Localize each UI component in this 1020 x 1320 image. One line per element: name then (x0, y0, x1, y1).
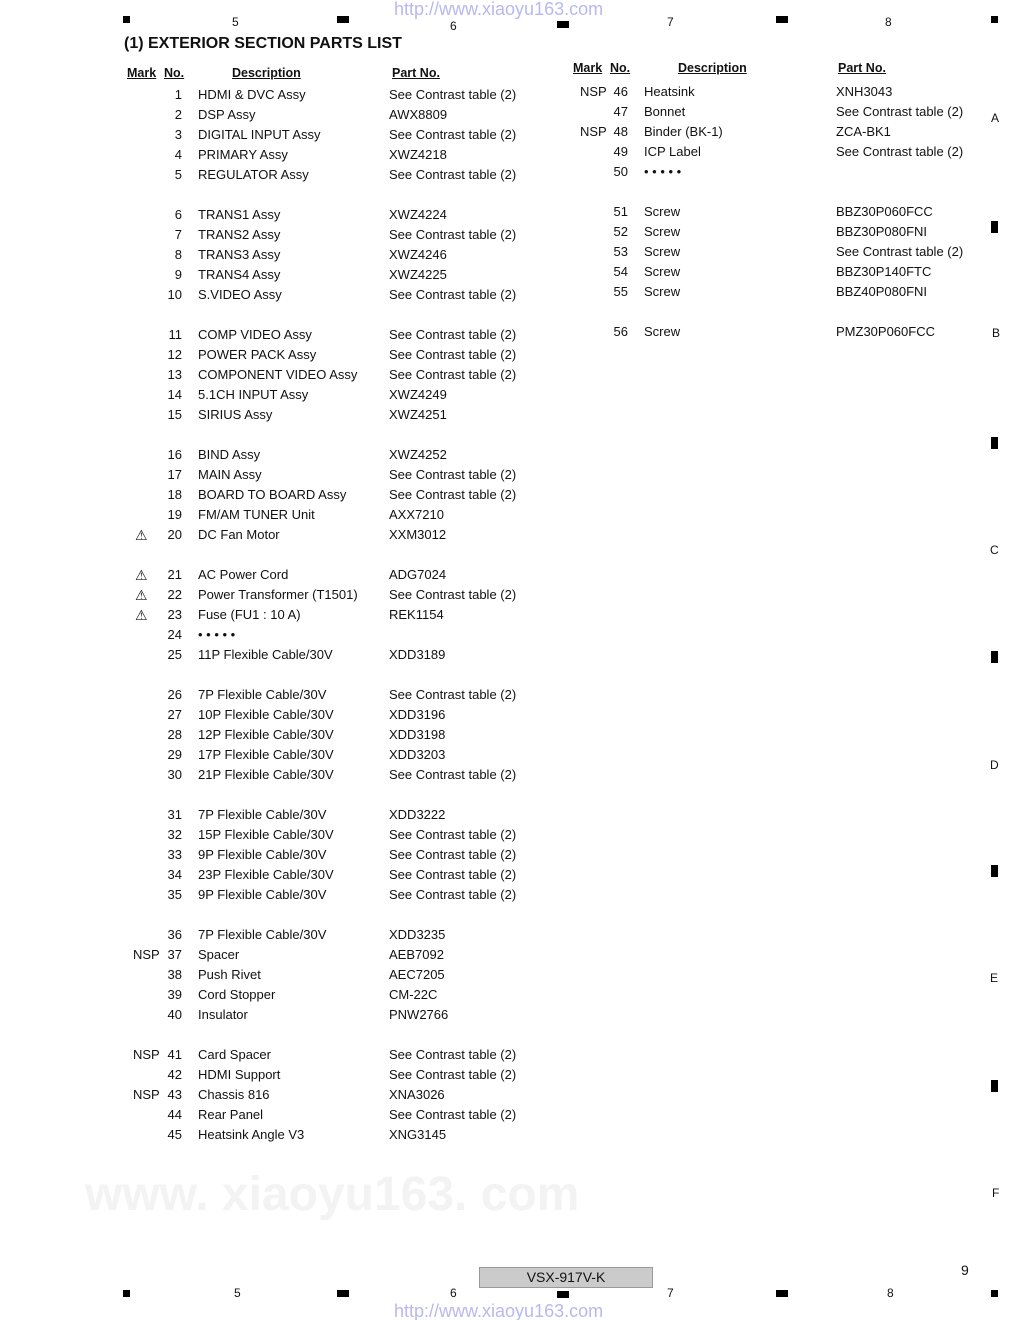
item-number: 41 (167, 1047, 182, 1062)
item-part-number: CM-22C (389, 987, 438, 1002)
item-description: 10P Flexible Cable/30V (198, 707, 334, 722)
item-part-number: See Contrast table (2) (389, 687, 517, 702)
registration-mark (123, 16, 130, 23)
item-part-number: ADG7024 (389, 567, 447, 582)
registration-mark (991, 1290, 998, 1297)
item-number: 16 (167, 447, 182, 462)
item-part-number: See Contrast table (2) (389, 127, 517, 142)
item-number: 7 (174, 227, 182, 242)
item-description: Screw (644, 284, 681, 299)
item-description: Screw (644, 204, 681, 219)
item-part-number: See Contrast table (2) (389, 367, 517, 382)
registration-mark (557, 21, 569, 28)
item-part-number: AEC7205 (389, 967, 445, 982)
item-part-number: BBZ40P080FNI (836, 284, 928, 299)
item-part-number: See Contrast table (2) (389, 487, 517, 502)
item-number: 45 (167, 1127, 182, 1142)
item-part-number: See Contrast table (2) (389, 1107, 517, 1122)
item-description: Cord Stopper (198, 987, 276, 1002)
footer-url[interactable]: http://www.xiaoyu163.com (394, 1301, 604, 1320)
item-description: DSP Assy (198, 107, 256, 122)
item-part-number: XDD3203 (389, 747, 446, 762)
item-description: Bonnet (644, 104, 686, 119)
item-part-number: XDD3222 (389, 807, 446, 822)
item-description: S.VIDEO Assy (198, 287, 282, 302)
header-part-no: Part No. (838, 61, 886, 75)
item-part-number: See Contrast table (2) (389, 467, 517, 482)
item-description: DC Fan Motor (198, 527, 280, 542)
mark-cell: NSP (580, 84, 607, 99)
item-number: 37 (167, 947, 182, 962)
item-part-number: See Contrast table (2) (389, 767, 517, 782)
item-description: Spacer (198, 947, 240, 962)
item-number: 35 (167, 887, 182, 902)
item-part-number: PMZ30P060FCC (836, 324, 935, 339)
registration-mark (991, 1080, 998, 1092)
item-description: Chassis 816 (198, 1087, 270, 1102)
item-description: HDMI Support (198, 1067, 281, 1082)
item-part-number: See Contrast table (2) (389, 887, 517, 902)
item-number: 25 (167, 647, 182, 662)
safety-warning-icon: ⚠ (135, 567, 148, 583)
item-number: 4 (174, 147, 182, 162)
mark-cell: NSP (133, 1087, 160, 1102)
header-mark: Mark (127, 66, 157, 80)
item-number: 17 (167, 467, 182, 482)
item-description: TRANS1 Assy (198, 207, 281, 222)
item-part-number: XNH3043 (836, 84, 893, 99)
item-part-number: XWZ4246 (389, 247, 447, 262)
item-description: Fuse (FU1 : 10 A) (198, 607, 301, 622)
item-part-number: XWZ4251 (389, 407, 447, 422)
safety-warning-icon: ⚠ (135, 587, 148, 603)
item-description: 12P Flexible Cable/30V (198, 727, 334, 742)
item-number: 32 (167, 827, 182, 842)
item-part-number: XWZ4249 (389, 387, 447, 402)
item-description: TRANS3 Assy (198, 247, 281, 262)
item-number: 1 (174, 87, 182, 102)
header-url[interactable]: http://www.xiaoyu163.com (394, 0, 604, 19)
model-label: VSX-917V-K (479, 1267, 653, 1288)
item-number: 28 (167, 727, 182, 742)
item-number: 46 (613, 84, 628, 99)
item-part-number: BBZ30P140FTC (836, 264, 932, 279)
item-description: TRANS2 Assy (198, 227, 281, 242)
item-description: BIND Assy (198, 447, 261, 462)
registration-mark (991, 651, 998, 663)
item-number: 31 (167, 807, 182, 822)
item-number: 42 (167, 1067, 182, 1082)
item-part-number: See Contrast table (2) (389, 867, 517, 882)
item-number: 44 (167, 1107, 182, 1122)
item-number: 53 (613, 244, 628, 259)
item-number: 3 (174, 127, 182, 142)
item-description: 7P Flexible Cable/30V (198, 687, 327, 702)
item-description: SIRIUS Assy (198, 407, 273, 422)
item-part-number: See Contrast table (2) (389, 327, 517, 342)
page-title: (1) EXTERIOR SECTION PARTS LIST (124, 35, 402, 52)
item-description: COMP VIDEO Assy (198, 327, 312, 342)
row-marker: D (990, 758, 999, 772)
item-part-number: XXM3012 (389, 527, 447, 542)
item-part-number: ZCA-BK1 (836, 124, 891, 139)
item-number: 18 (167, 487, 182, 502)
item-part-number: XWZ4218 (389, 147, 447, 162)
header-part-no: Part No. (392, 66, 440, 80)
item-description: BOARD TO BOARD Assy (198, 487, 347, 502)
item-number: 55 (613, 284, 628, 299)
safety-warning-icon: ⚠ (135, 607, 148, 623)
header-no: No. (610, 61, 631, 75)
item-number: 15 (167, 407, 182, 422)
item-number: 8 (174, 247, 182, 262)
item-number: 33 (167, 847, 182, 862)
item-number: 24 (167, 627, 182, 642)
item-description: Binder (BK-1) (644, 124, 723, 139)
row-marker: A (991, 111, 1000, 125)
item-part-number: See Contrast table (2) (389, 1067, 517, 1082)
item-description: 17P Flexible Cable/30V (198, 747, 334, 762)
item-part-number: XNA3026 (389, 1087, 445, 1102)
item-description: COMPONENT VIDEO Assy (198, 367, 358, 382)
item-part-number: REK1154 (389, 607, 444, 622)
item-part-number: AXX7210 (389, 507, 444, 522)
item-number: 21 (167, 567, 182, 582)
registration-mark (123, 1290, 130, 1297)
header-description: Description (232, 66, 301, 80)
item-number: 6 (174, 207, 182, 222)
registration-mark (991, 865, 998, 877)
item-number: 54 (613, 264, 628, 279)
item-description: Card Spacer (198, 1047, 271, 1062)
item-description: HDMI & DVC Assy (198, 87, 306, 102)
item-description: Push Rivet (198, 967, 261, 982)
item-part-number: See Contrast table (2) (389, 167, 517, 182)
item-description: TRANS4 Assy (198, 267, 281, 282)
item-number: 30 (167, 767, 182, 782)
item-part-number: BBZ30P060FCC (836, 204, 933, 219)
row-marker: F (992, 1186, 1000, 1200)
item-description: Screw (644, 224, 681, 239)
item-number: 2 (174, 107, 182, 122)
item-description: 5.1CH INPUT Assy (198, 387, 309, 402)
mark-cell: NSP (133, 947, 160, 962)
item-description: 9P Flexible Cable/30V (198, 847, 327, 862)
item-part-number: See Contrast table (2) (389, 287, 517, 302)
registration-mark (991, 437, 998, 449)
mark-cell: NSP (580, 124, 607, 139)
item-description: 21P Flexible Cable/30V (198, 767, 334, 782)
item-description: FM/AM TUNER Unit (198, 507, 315, 522)
item-number: 36 (167, 927, 182, 942)
column-marker: 5 (232, 15, 239, 29)
item-part-number: See Contrast table (2) (389, 847, 517, 862)
row-marker: E (990, 971, 999, 985)
item-part-number: See Contrast table (2) (389, 827, 517, 842)
item-description: PRIMARY Assy (198, 147, 288, 162)
item-number: 38 (167, 967, 182, 982)
item-part-number: See Contrast table (2) (389, 227, 517, 242)
item-number: 11 (168, 327, 182, 342)
item-number: 50 (613, 164, 628, 179)
item-part-number: See Contrast table (2) (389, 1047, 517, 1062)
item-description: 7P Flexible Cable/30V (198, 927, 327, 942)
item-part-number: XWZ4252 (389, 447, 447, 462)
item-description: ICP Label (644, 144, 701, 159)
item-description: Screw (644, 244, 681, 259)
item-description: Insulator (198, 1007, 248, 1022)
column-marker: 8 (887, 1286, 894, 1300)
item-part-number: AWX8809 (389, 107, 448, 122)
column-marker: 7 (667, 1286, 674, 1300)
mark-cell: NSP (133, 1047, 160, 1062)
item-number: 43 (167, 1087, 182, 1102)
header-description: Description (678, 61, 747, 75)
item-number: 52 (613, 224, 628, 239)
row-marker: C (990, 543, 999, 557)
item-part-number: AEB7092 (389, 947, 444, 962)
item-number: 13 (167, 367, 182, 382)
item-number: 20 (167, 527, 182, 542)
item-description: 23P Flexible Cable/30V (198, 867, 334, 882)
item-number: 9 (174, 267, 182, 282)
registration-mark (557, 1291, 569, 1298)
watermark: www. xiaoyu163. com (85, 1168, 580, 1221)
registration-mark (776, 1290, 788, 1297)
item-description: • • • • • (644, 164, 682, 179)
item-number: 10 (167, 287, 182, 302)
registration-mark (776, 16, 788, 23)
header-mark: Mark (573, 61, 603, 75)
item-number: 49 (613, 144, 628, 159)
item-description: Screw (644, 324, 681, 339)
safety-warning-icon: ⚠ (135, 527, 148, 543)
row-marker: B (992, 326, 1001, 340)
item-number: 51 (613, 204, 628, 219)
item-part-number: XDD3189 (389, 647, 446, 662)
item-description: Screw (644, 264, 681, 279)
item-number: 5 (174, 167, 182, 182)
item-part-number: XWZ4225 (389, 267, 447, 282)
column-marker: 6 (450, 19, 457, 33)
item-number: 34 (167, 867, 182, 882)
item-part-number: BBZ30P080FNI (836, 224, 928, 239)
page-number: 9 (961, 1262, 969, 1278)
item-description: REGULATOR Assy (198, 167, 309, 182)
item-number: 27 (167, 707, 182, 722)
column-marker: 7 (667, 15, 674, 29)
item-part-number: See Contrast table (2) (389, 347, 517, 362)
item-description: Heatsink (644, 84, 695, 99)
item-description: 7P Flexible Cable/30V (198, 807, 327, 822)
item-number: 22 (167, 587, 182, 602)
item-number: 26 (167, 687, 182, 702)
item-number: 12 (167, 347, 182, 362)
item-description: 11P Flexible Cable/30V (198, 647, 333, 662)
column-marker: 5 (234, 1286, 241, 1300)
item-part-number: XDD3196 (389, 707, 446, 722)
item-description: Heatsink Angle V3 (198, 1127, 305, 1142)
item-number: 56 (613, 324, 628, 339)
registration-mark (337, 1290, 349, 1297)
item-part-number: See Contrast table (2) (836, 104, 964, 119)
item-description: 9P Flexible Cable/30V (198, 887, 327, 902)
item-number: 19 (167, 507, 182, 522)
item-part-number: XDD3235 (389, 927, 446, 942)
item-number: 23 (167, 607, 182, 622)
item-part-number: See Contrast table (2) (836, 244, 964, 259)
item-part-number: See Contrast table (2) (389, 87, 517, 102)
item-number: 14 (167, 387, 182, 402)
item-part-number: See Contrast table (2) (836, 144, 964, 159)
item-number: 48 (613, 124, 628, 139)
item-description: • • • • • (198, 627, 236, 642)
item-number: 39 (167, 987, 182, 1002)
item-description: Rear Panel (198, 1107, 264, 1122)
item-description: Power Transformer (T1501) (198, 587, 358, 602)
item-part-number: PNW2766 (389, 1007, 449, 1022)
item-description: DIGITAL INPUT Assy (198, 127, 321, 142)
registration-mark (337, 16, 349, 23)
item-description: POWER PACK Assy (198, 347, 317, 362)
item-part-number: XWZ4224 (389, 207, 447, 222)
item-description: AC Power Cord (198, 567, 289, 582)
item-part-number: XNG3145 (389, 1127, 447, 1142)
item-number: 47 (613, 104, 628, 119)
item-number: 40 (167, 1007, 182, 1022)
column-marker: 8 (885, 15, 892, 29)
item-part-number: See Contrast table (2) (389, 587, 517, 602)
item-description: MAIN Assy (198, 467, 262, 482)
column-marker: 6 (450, 1286, 457, 1300)
registration-mark (991, 221, 998, 233)
item-description: 15P Flexible Cable/30V (198, 827, 334, 842)
registration-mark (991, 16, 998, 23)
header-no: No. (164, 66, 185, 80)
item-number: 29 (167, 747, 182, 762)
item-part-number: XDD3198 (389, 727, 446, 742)
